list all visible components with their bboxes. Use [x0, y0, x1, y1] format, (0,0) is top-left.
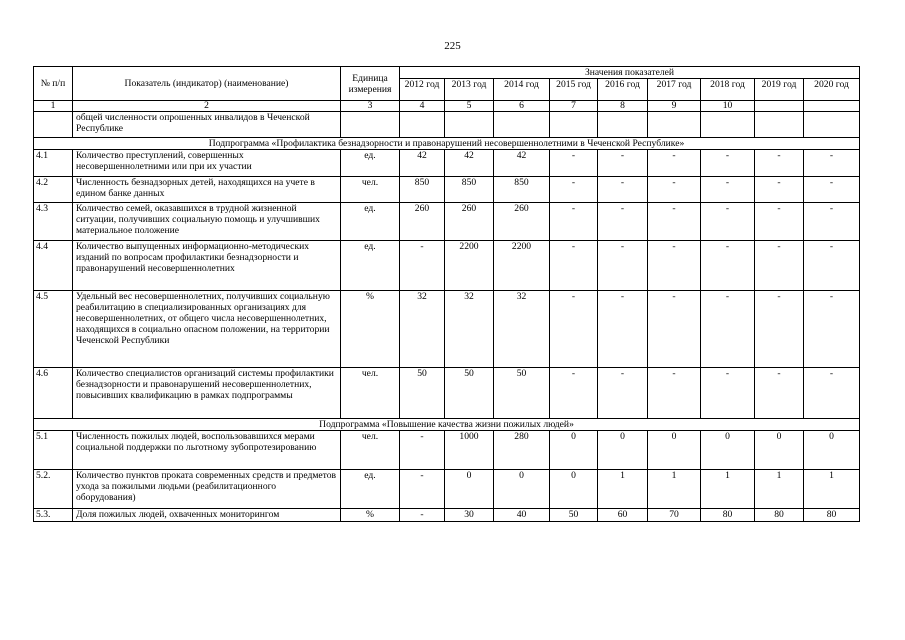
row-unit: ед. — [341, 150, 400, 177]
column-number: 4 — [400, 101, 445, 112]
header-year: 2016 год — [598, 79, 648, 101]
row-value: 2200 — [445, 241, 494, 291]
table-row — [34, 509, 860, 522]
row-value: 50 — [550, 509, 598, 522]
table-row — [34, 241, 860, 291]
row-value: - — [598, 203, 648, 241]
row-value: - — [648, 241, 701, 291]
table-row — [34, 177, 860, 203]
row-value: 0 — [648, 431, 701, 470]
row-value: 0 — [701, 431, 755, 470]
row-value: 1 — [648, 470, 701, 509]
column-number: 2 — [73, 101, 341, 112]
page-number: 225 — [444, 40, 461, 52]
header-year: 2015 год — [550, 79, 598, 101]
row-num: 5.1 — [34, 431, 73, 470]
table-row — [34, 291, 860, 368]
row-value: 32 — [445, 291, 494, 368]
row-value — [701, 112, 755, 138]
row-value: - — [701, 177, 755, 203]
row-indicator: Количество выпущенных информационно-методических изданий по вопросам профилактики безнадзорности и правонарушений несовершеннолетних — [73, 241, 341, 291]
row-value: - — [400, 509, 445, 522]
row-value: 850 — [400, 177, 445, 203]
row-num: 5.3. — [34, 509, 73, 522]
row-unit: ед. — [341, 203, 400, 241]
row-value: - — [755, 177, 804, 203]
row-value: - — [755, 291, 804, 368]
row-value: 50 — [445, 368, 494, 419]
row-value: 850 — [494, 177, 550, 203]
row-value: - — [701, 291, 755, 368]
row-indicator: Количество преступлений, совершенных несовершеннолетними или при их участии — [73, 150, 341, 177]
subprogram-title: Подпрограмма «Профилактика безнадзорности и правонарушений несовершеннолетними в Чеченской Республике» — [34, 138, 860, 150]
row-value: 1 — [598, 470, 648, 509]
header-year: 2018 год — [701, 79, 755, 101]
header-year: 2017 год — [648, 79, 701, 101]
indicators-table — [33, 66, 860, 522]
row-value: 80 — [755, 509, 804, 522]
table-row — [34, 112, 860, 138]
row-value: - — [804, 203, 860, 241]
row-value: - — [755, 241, 804, 291]
row-value: - — [755, 368, 804, 419]
row-value: 850 — [445, 177, 494, 203]
row-value: - — [701, 150, 755, 177]
row-value: 42 — [445, 150, 494, 177]
row-value — [598, 112, 648, 138]
row-value: 0 — [550, 470, 598, 509]
row-num: 4.6 — [34, 368, 73, 419]
row-value: 0 — [494, 470, 550, 509]
row-value: - — [550, 177, 598, 203]
column-number: 7 — [550, 101, 598, 112]
header-year: 2019 год — [755, 79, 804, 101]
row-value: 1 — [804, 470, 860, 509]
table-row — [34, 470, 860, 509]
row-value — [400, 112, 445, 138]
row-value: 0 — [445, 470, 494, 509]
row-num: 5.2. — [34, 470, 73, 509]
row-value — [648, 112, 701, 138]
row-value: - — [648, 177, 701, 203]
row-unit: чел. — [341, 177, 400, 203]
row-value: - — [598, 177, 648, 203]
row-num: 4.5 — [34, 291, 73, 368]
row-value: 40 — [494, 509, 550, 522]
column-number: 10 — [701, 101, 755, 112]
row-value: - — [648, 150, 701, 177]
row-indicator: Количество пунктов проката современных средств и предметов ухода за пожилыми людьми (реабилитационного оборудования) — [73, 470, 341, 509]
table-row — [34, 368, 860, 419]
table-row — [34, 150, 860, 177]
row-unit: % — [341, 509, 400, 522]
header-values-group: Значения показателей — [400, 67, 860, 79]
column-number: 8 — [598, 101, 648, 112]
row-value: 80 — [804, 509, 860, 522]
row-value: 0 — [550, 431, 598, 470]
row-value: - — [648, 368, 701, 419]
row-value: - — [804, 150, 860, 177]
row-value: 1000 — [445, 431, 494, 470]
row-value: - — [400, 431, 445, 470]
row-value — [445, 112, 494, 138]
row-value: 80 — [701, 509, 755, 522]
row-value: - — [701, 368, 755, 419]
row-value: - — [598, 150, 648, 177]
row-indicator: Удельный вес несовершеннолетних, получивших социальную реабилитацию в специализированных организациях для несовершеннолетних, от общего числа несовершеннолетних, находящихся в социально опасном положении, на территории Чеченской Республики — [73, 291, 341, 368]
row-value: 260 — [494, 203, 550, 241]
subprogram-title: Подпрограмма «Повышение качества жизни пожилых людей» — [34, 419, 860, 431]
header-indicator: Показатель (индикатор) (наименование) — [73, 67, 341, 101]
row-value: 0 — [755, 431, 804, 470]
header-year: 2020 год — [804, 79, 860, 101]
column-number: 5 — [445, 101, 494, 112]
row-value: - — [550, 150, 598, 177]
row-value: 280 — [494, 431, 550, 470]
row-value: - — [804, 291, 860, 368]
row-indicator: общей численности опрошенных инвалидов в Чеченской Республике — [73, 112, 341, 138]
row-value: - — [701, 203, 755, 241]
row-indicator: Доля пожилых людей, охваченных мониторингом — [73, 509, 341, 522]
row-indicator: Численность безнадзорных детей, находящихся на учете в едином банке данных — [73, 177, 341, 203]
header-num: № п/п — [34, 67, 73, 101]
table-row — [34, 203, 860, 241]
row-value: - — [550, 241, 598, 291]
row-unit: чел. — [341, 431, 400, 470]
column-number — [755, 101, 804, 112]
subprogram-row — [34, 138, 860, 150]
subprogram-row — [34, 419, 860, 431]
row-value: - — [648, 203, 701, 241]
column-number: 9 — [648, 101, 701, 112]
row-value: 260 — [400, 203, 445, 241]
column-number: 3 — [341, 101, 400, 112]
row-value: - — [400, 470, 445, 509]
table-row — [34, 431, 860, 470]
row-value: 1 — [701, 470, 755, 509]
row-indicator: Численность пожилых людей, воспользовавшихся мерами социальной поддержки по льготному зубопротезированию — [73, 431, 341, 470]
row-value: 70 — [648, 509, 701, 522]
row-value: 32 — [494, 291, 550, 368]
row-value: 32 — [400, 291, 445, 368]
row-value — [755, 112, 804, 138]
row-value: - — [550, 291, 598, 368]
row-value: - — [755, 203, 804, 241]
row-value — [494, 112, 550, 138]
row-value: 60 — [598, 509, 648, 522]
header-year: 2014 год — [494, 79, 550, 101]
row-value: 42 — [400, 150, 445, 177]
row-value: 0 — [804, 431, 860, 470]
header-year: 2012 год — [400, 79, 445, 101]
row-unit: % — [341, 291, 400, 368]
row-value: 2200 — [494, 241, 550, 291]
column-number: 1 — [34, 101, 73, 112]
row-unit: ед. — [341, 241, 400, 291]
row-value — [550, 112, 598, 138]
row-num: 4.1 — [34, 150, 73, 177]
row-value: - — [701, 241, 755, 291]
row-value: 30 — [445, 509, 494, 522]
row-value: 42 — [494, 150, 550, 177]
row-num — [34, 112, 73, 138]
row-unit: ед. — [341, 470, 400, 509]
row-value: - — [400, 241, 445, 291]
row-value: - — [550, 368, 598, 419]
row-value: - — [598, 368, 648, 419]
column-number: 6 — [494, 101, 550, 112]
row-value: 50 — [494, 368, 550, 419]
row-value: - — [804, 177, 860, 203]
row-value: 0 — [598, 431, 648, 470]
header-unit: Единица измерения — [341, 67, 400, 101]
row-value: 260 — [445, 203, 494, 241]
row-value: - — [804, 368, 860, 419]
row-indicator: Количество семей, оказавшихся в трудной жизненной ситуации, получивших социальную помощь и улучшивших материальное положение — [73, 203, 341, 241]
row-value: - — [598, 241, 648, 291]
row-indicator: Количество специалистов организаций системы профилактики безнадзорности и правонарушений несовершеннолетних, повысивших квалификацию в рамках подпрограммы — [73, 368, 341, 419]
row-unit — [341, 112, 400, 138]
row-unit: чел. — [341, 368, 400, 419]
row-value: - — [804, 241, 860, 291]
row-num: 4.3 — [34, 203, 73, 241]
header-year: 2013 год — [445, 79, 494, 101]
row-value: 50 — [400, 368, 445, 419]
row-value: 1 — [755, 470, 804, 509]
row-value: - — [755, 150, 804, 177]
row-value: - — [598, 291, 648, 368]
column-number — [804, 101, 860, 112]
row-num: 4.4 — [34, 241, 73, 291]
row-value: - — [550, 203, 598, 241]
row-value: - — [648, 291, 701, 368]
row-value — [804, 112, 860, 138]
row-num: 4.2 — [34, 177, 73, 203]
